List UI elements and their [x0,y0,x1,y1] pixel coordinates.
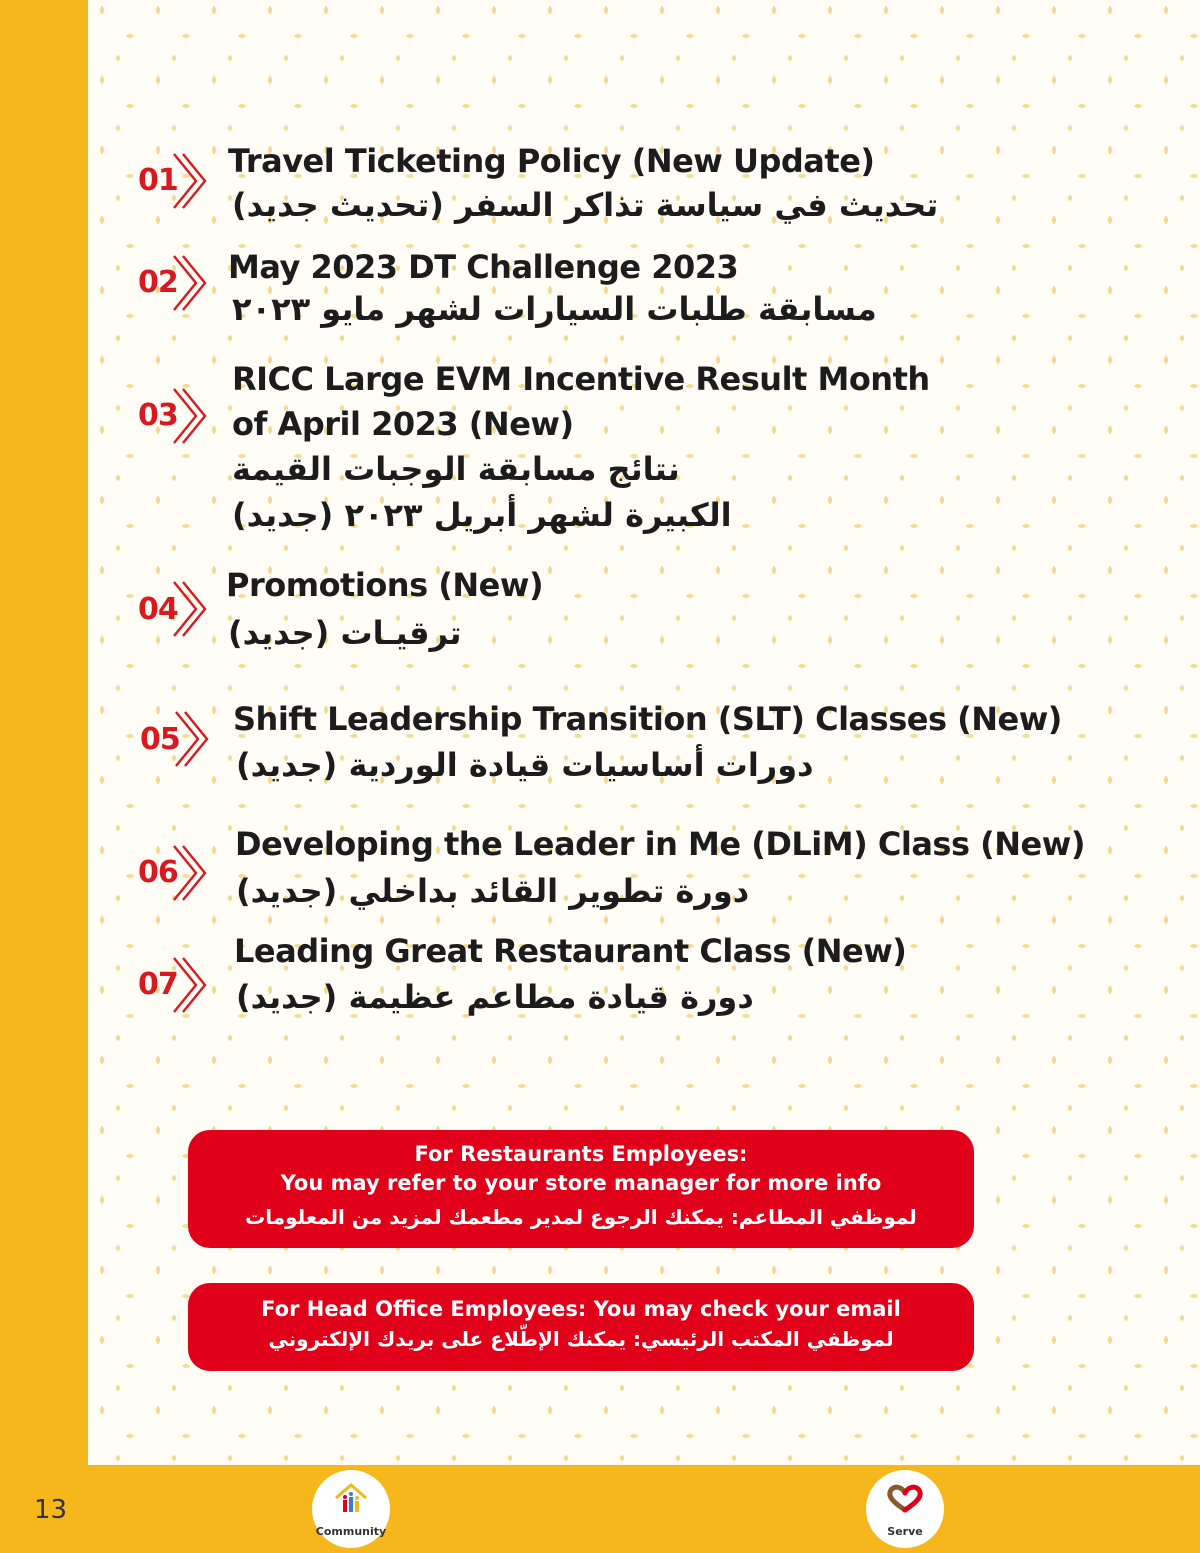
chevron-right-icon [172,708,216,770]
item-title-en: May 2023 DT Challenge 2023 [228,248,739,286]
serve-badge [866,1470,944,1548]
badge-label: Community [315,1525,387,1538]
chevron-right-icon [170,578,214,640]
banner-text-ar: لموظفي المطاعم: يمكنك الرجوع لمدير مطعمك لمزيد من المعلومات [245,1205,917,1229]
chevron-right-icon [170,252,214,314]
item-number: 03 [138,398,178,433]
chevron-right-icon [170,842,214,904]
chevron-right-icon [170,150,214,212]
item-title-ar: تحديث في سياسة تذاكر السفر (تحديث جديد) [232,186,939,224]
head-office-info-banner [188,1283,974,1371]
item-title-ar: دورات أساسيات قيادة الوردية (جديد) [236,746,814,784]
banner-text: You may refer to your store manager for more info [280,1171,882,1195]
item-title-en: Shift Leadership Transition (SLT) Classes (New) [233,700,1062,738]
item-title-ar: مسابقة طلبات السيارات لشهر مايو ٢٠٢٣ [232,290,877,328]
badge-label: Serve [887,1525,923,1538]
banner-text-ar: لموظفي المكتب الرئيسي: يمكنك الإطّلاع على بريدك الإلكتروني [268,1327,894,1351]
banner-heading: For Restaurants Employees: [414,1142,748,1166]
item-title-en: RICC Large EVM Incentive Result Month [232,360,930,398]
chevron-right-icon [170,954,214,1016]
item-title-en: Leading Great Restaurant Class (New) [234,932,907,970]
item-number: 02 [138,265,178,300]
item-number: 04 [138,592,178,627]
item-title-ar: دورة قيادة مطاعم عظيمة (جديد) [236,978,754,1016]
item-number: 05 [140,722,180,757]
page-number: 13 [34,1495,68,1525]
footer-bar [0,1465,1200,1553]
banner-heading: For Head Office Employees: You may check your email [261,1297,901,1321]
item-number: 07 [138,967,178,1002]
item-title-ar: الكبيرة لشهر أبريل ٢٠٢٣ (جديد) [232,496,732,534]
item-title-en: Promotions (New) [226,566,544,604]
item-title-en: of April 2023 (New) [232,405,574,443]
item-title-ar: دورة تطوير القائد بداخلي (جديد) [236,872,750,910]
item-title-ar: ترقيـات (جديد) [228,614,462,652]
restaurants-info-banner [188,1130,974,1248]
item-title-ar: نتائج مسابقة الوجبات القيمة [232,450,680,488]
left-yellow-bar [0,0,88,1465]
community-badge [312,1470,390,1548]
heart-hands-icon [885,1484,925,1514]
item-number: 06 [138,855,178,890]
item-number: 01 [138,163,178,198]
item-title-en: Travel Ticketing Policy (New Update) [228,142,875,180]
item-title-en: Developing the Leader in Me (DLiM) Class (New) [235,825,1085,863]
chevron-right-icon [170,385,214,447]
community-house-icon [333,1482,369,1516]
